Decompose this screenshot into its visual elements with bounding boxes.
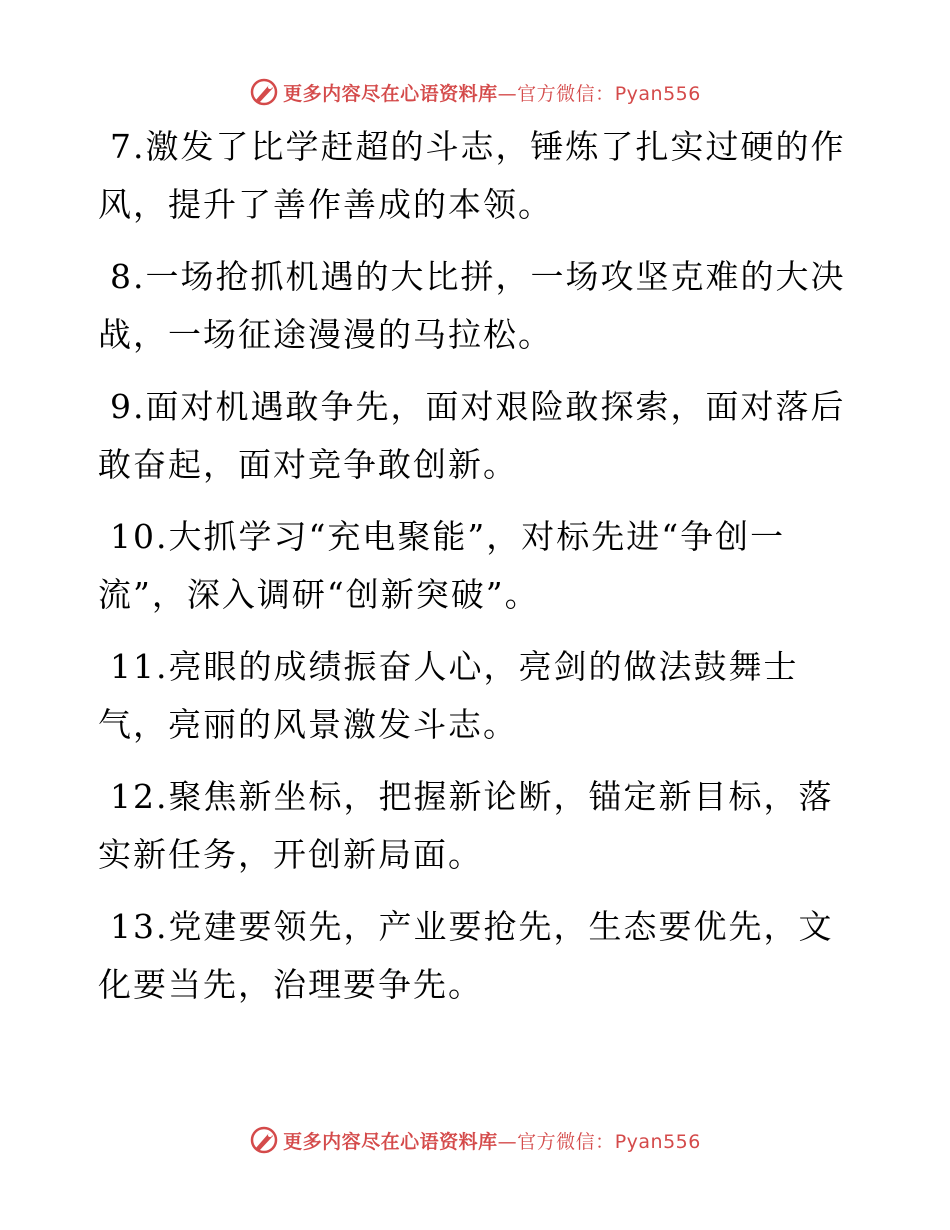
paragraph-number: 12. <box>110 777 169 816</box>
paragraph-text: 大抓学习“充电聚能”，对标先进“争创一流”，深入调研“创新突破”。 <box>98 517 786 614</box>
header-watermark-banner <box>0 72 950 112</box>
paragraph-text: 聚焦新坐标，把握新论断，锚定新目标，落实新任务，开创新局面。 <box>98 777 834 874</box>
paragraph-11 <box>98 638 858 754</box>
pen-nib-icon <box>249 1125 279 1155</box>
banner-title: 更多内容尽在心语资料库 <box>283 82 498 105</box>
paragraph-number: 10. <box>110 517 169 556</box>
paragraph-10 <box>98 508 858 624</box>
banner-contact-label: 官方微信： <box>517 82 615 105</box>
document-body <box>98 118 858 1028</box>
banner-text <box>283 79 701 106</box>
banner-text <box>283 1127 701 1154</box>
banner-contact-id: Pyan556 <box>614 1130 701 1153</box>
paragraph-text: 党建要领先，产业要抢先，生态要优先，文化要当先，治理要争先。 <box>98 907 834 1004</box>
paragraph-12 <box>98 768 858 884</box>
paragraph-number: 9. <box>110 387 146 426</box>
paragraph-number: 13. <box>110 907 169 946</box>
paragraph-13 <box>98 898 858 1014</box>
paragraph-number: 11. <box>110 647 169 686</box>
paragraph-text: 一场抢抓机遇的大比拼，一场攻坚克难的大决战，一场征途漫漫的马拉松。 <box>98 257 846 354</box>
banner-contact-id: Pyan556 <box>614 82 701 105</box>
paragraph-7 <box>98 118 858 234</box>
paragraph-text: 面对机遇敢争先，面对艰险敢探索，面对落后敢奋起，面对竞争敢创新。 <box>98 387 846 484</box>
paragraph-9 <box>98 378 858 494</box>
banner-separator: — <box>497 82 518 105</box>
pen-nib-icon <box>249 77 279 107</box>
banner-separator: — <box>497 1130 518 1153</box>
banner-title: 更多内容尽在心语资料库 <box>283 1130 498 1153</box>
footer-watermark-banner <box>0 1120 950 1160</box>
paragraph-text: 亮眼的成绩振奋人心，亮剑的做法鼓舞士气，亮丽的风景激发斗志。 <box>98 647 799 744</box>
banner-contact-label: 官方微信： <box>517 1130 615 1153</box>
paragraph-number: 7. <box>110 127 146 166</box>
paragraph-number: 8. <box>110 257 146 296</box>
paragraph-text: 激发了比学赶超的斗志，锤炼了扎实过硬的作风，提升了善作善成的本领。 <box>98 127 846 224</box>
paragraph-8 <box>98 248 858 364</box>
